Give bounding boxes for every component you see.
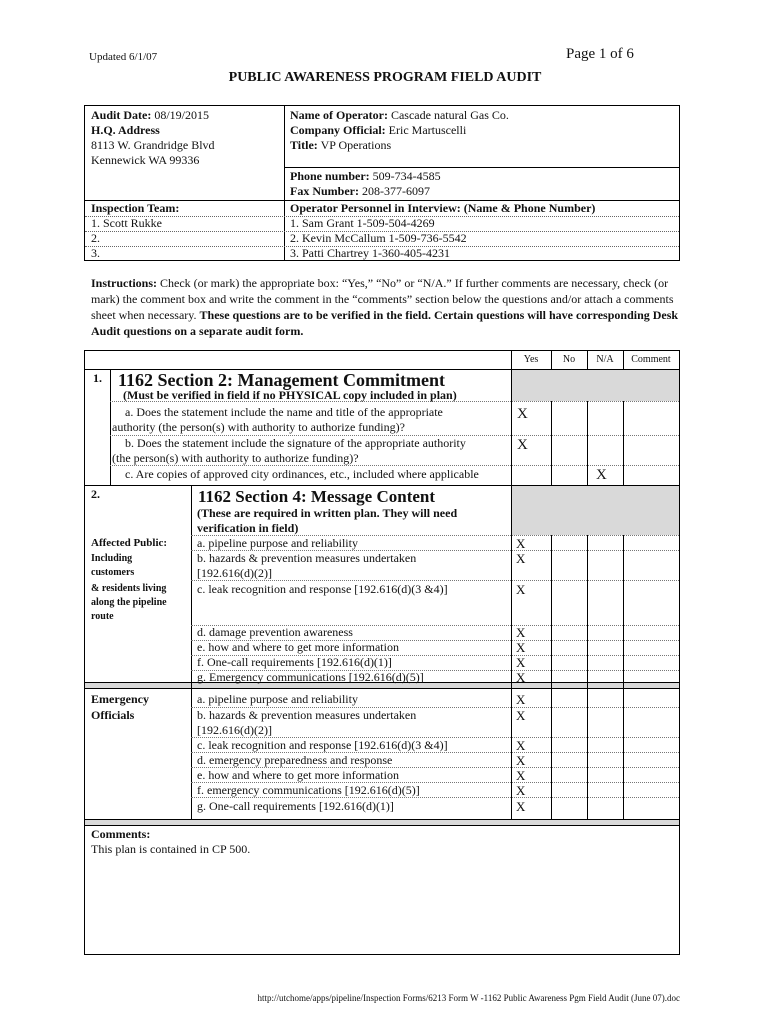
company-official: Company Official: Eric Martuscelli [290, 123, 467, 137]
team-member: 2. [91, 231, 100, 245]
emergency-item-d: d. emergency preparedness and response [197, 753, 393, 767]
personnel-entry: 3. Patti Chartrey 1-360-405-4231 [290, 246, 450, 260]
mark-affected-d[interactable]: X [516, 625, 526, 640]
phone-number: Phone number: 509-734-4585 [290, 169, 441, 183]
col-header-yes: Yes [523, 354, 539, 365]
emergency-item-c: c. leak recognition and response [192.616(d)(3 &4)] [197, 738, 448, 752]
inspection-team-label: Inspection Team: [91, 201, 180, 215]
comments-text[interactable]: This plan is contained in CP 500. [91, 842, 251, 856]
official-title: Title: VP Operations [290, 138, 392, 152]
section1-subtitle: (Must be verified in field if no PHYSICAL copy included in plan) [123, 388, 457, 402]
section2-title: 1162 Section 4: Message Content [198, 487, 436, 506]
affected-item-a: a. pipeline purpose and reliability [197, 536, 358, 550]
mark-emergency-d[interactable]: X [516, 753, 526, 768]
affected-item-b-cont: [192.616(d)(2)] [197, 566, 272, 580]
hq-address-line2: Kennewick WA 99336 [91, 153, 200, 167]
page-number: Page 1 of 6 [566, 46, 634, 62]
affected-item-f: f. One-call requirements [192.616(d)(1)] [197, 655, 392, 669]
question-1c: c. Are copies of approved city ordinances, etc., included where applicable [125, 467, 479, 481]
mark-1c-na[interactable]: X [596, 467, 607, 483]
mark-emergency-e[interactable]: X [516, 768, 526, 783]
mark-affected-b[interactable]: X [516, 551, 526, 566]
affected-public-sub: Including customers & residents living along the pipeline route [91, 553, 167, 622]
emergency-item-g: g. One-call requirements [192.616(d)(1)] [197, 799, 394, 813]
operator-personnel-label: Operator Personnel in Interview: (Name & Phone Number) [290, 201, 596, 215]
mark-affected-c[interactable]: X [516, 582, 526, 597]
section2-subtitle-cont: verification in field) [197, 521, 299, 535]
personnel-entry: 2. Kevin McCallum 1-509-736-5542 [290, 231, 467, 245]
team-member: 3. [91, 246, 100, 260]
emergency-officials-label: Emergency [91, 692, 149, 706]
affected-item-d: d. damage prevention awareness [197, 625, 353, 639]
hq-label: H.Q. Address [91, 123, 160, 137]
operator-name: Name of Operator: Cascade natural Gas Co. [290, 108, 509, 122]
affected-item-e: e. how and where to get more information [197, 640, 399, 654]
col-header-comment: Comment [631, 354, 671, 365]
personnel-entry: 1. Sam Grant 1-509-504-4269 [290, 216, 435, 230]
section2-number: 2. [91, 487, 100, 501]
hq-address-line1: 8113 W. Grandridge Blvd [91, 138, 215, 152]
question-1b-cont: (the person(s) with authority to authorize funding)? [112, 451, 359, 465]
audit-date: Audit Date: 08/19/2015 [91, 108, 209, 122]
team-member: 1. Scott Rukke [91, 216, 162, 230]
mark-emergency-g[interactable]: X [516, 799, 526, 814]
mark-affected-a[interactable]: X [516, 536, 526, 551]
emergency-item-f: f. emergency communications [192.616(d)(5)] [197, 783, 420, 797]
mark-1b-yes[interactable]: X [517, 437, 528, 453]
question-1b: b. Does the statement include the signature of the appropriate authority [125, 436, 466, 450]
fax-number: Fax Number: 208-377-6097 [290, 184, 430, 198]
mark-affected-e[interactable]: X [516, 640, 526, 655]
instructions: Instructions: Check (or mark) the appropriate box: “Yes,” “No” or “N/A.” If further comments are necessary, check (or mark) the comment box and write the comment in the “comments” section below the questions and/or attach a comments sheet when necessary. These questions are to be verified in the field. Certain questions will have corresponding Desk Audit questions on a separate audit form. [91, 276, 679, 338]
affected-item-c: c. leak recognition and response [192.616(d)(3 &4)] [197, 582, 448, 596]
col-header-no: No [562, 354, 576, 365]
footer-path: http://utchome/apps/pipeline/Inspection Forms/6213 Form W -1162 Public Awareness Pgm Field Audit (June 07).doc [257, 993, 680, 1003]
mark-emergency-c[interactable]: X [516, 738, 526, 753]
section1-number: 1. [93, 371, 102, 385]
mark-1a-yes[interactable]: X [517, 406, 528, 422]
audit-info-table [84, 105, 680, 261]
col-header-na: N/A [596, 354, 614, 365]
affected-item-g: g. Emergency communications [192.616(d)(5)] [197, 670, 424, 684]
mark-emergency-b[interactable]: X [516, 708, 526, 723]
mark-emergency-f[interactable]: X [516, 783, 526, 798]
mark-emergency-a[interactable]: X [516, 692, 526, 707]
mark-affected-g[interactable]: X [516, 670, 526, 685]
affected-public-label: Affected Public: [91, 537, 168, 549]
question-1a: a. Does the statement include the name and title of the appropriate [125, 405, 443, 419]
emergency-item-e: e. how and where to get more information [197, 768, 399, 782]
question-1a-cont: authority (the person(s) with authority to authorize funding)? [112, 420, 405, 434]
audit-table [84, 350, 680, 955]
section1-title: 1162 Section 2: Management Commitment [118, 370, 445, 390]
affected-item-b: b. hazards & prevention measures undertaken [197, 551, 417, 565]
section2-subtitle: (These are required in written plan. They will need [197, 506, 458, 520]
emergency-officials-label-cont: Officials [91, 708, 135, 722]
mark-affected-f[interactable]: X [516, 655, 526, 670]
emergency-item-b-cont: [192.616(d)(2)] [197, 723, 272, 737]
page-title: PUBLIC AWARENESS PROGRAM FIELD AUDIT [228, 70, 542, 85]
updated-date: Updated 6/1/07 [89, 51, 158, 63]
comments-label: Comments: [91, 827, 151, 841]
emergency-item-a: a. pipeline purpose and reliability [197, 692, 358, 706]
emergency-item-b: b. hazards & prevention measures undertaken [197, 708, 417, 722]
